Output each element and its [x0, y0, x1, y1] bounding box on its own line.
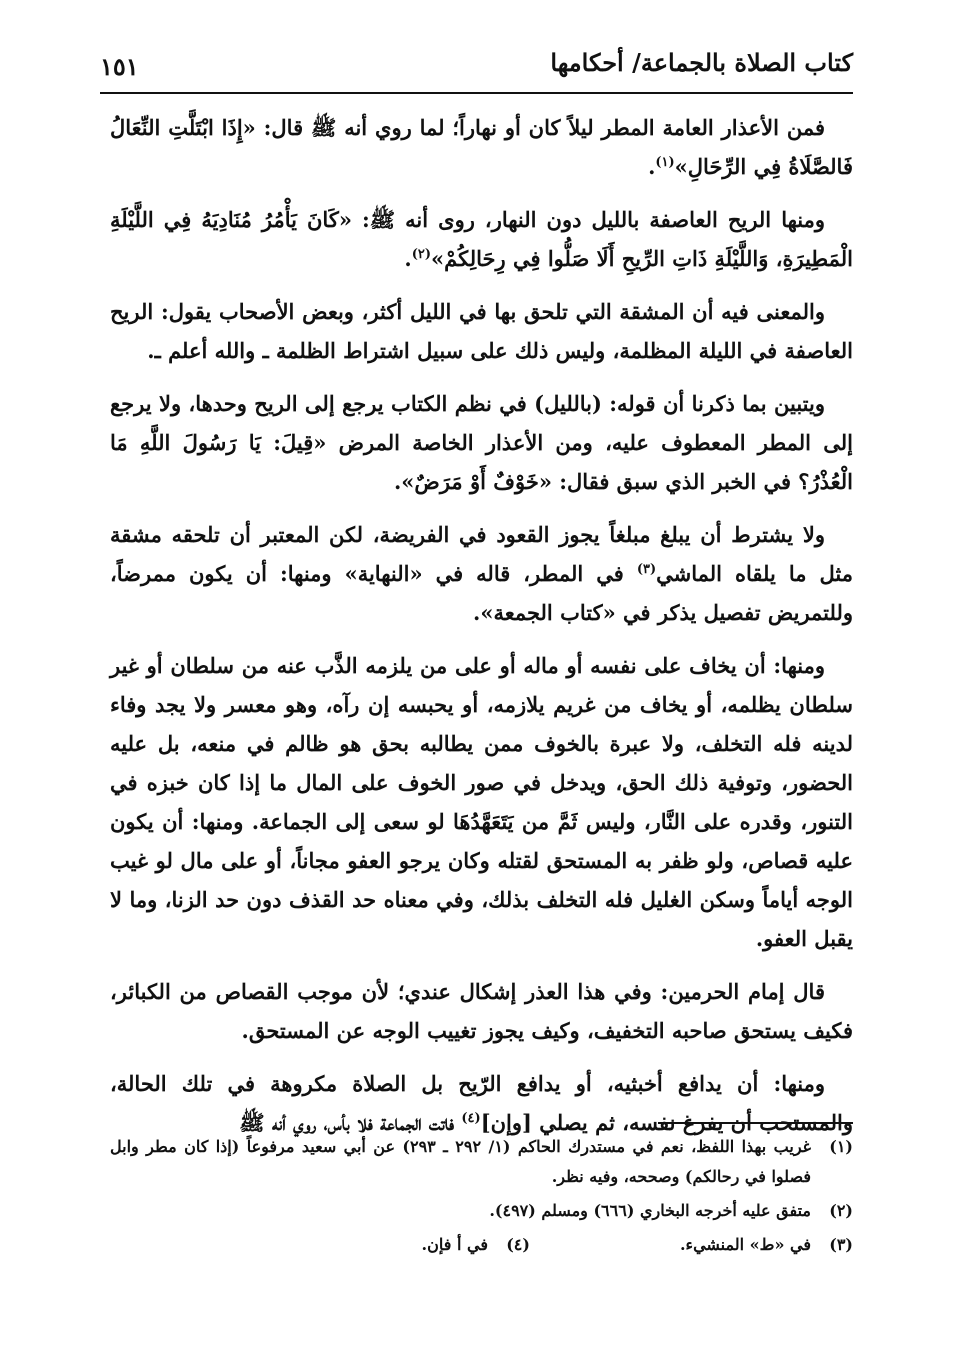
footnote-ref-2[interactable]: (٢) — [411, 247, 432, 262]
running-title: كتاب الصلاة بالجماعة/ أحكامها — [550, 48, 853, 77]
paragraph-wind: ومنها الريح العاصفة بالليل دون النهار، روى أنه ﷺ: «كَانَ يَأْمُرُ مُنَادِيَهُ فِي اللَّيْلَةِ الْمَطِيرَةِ، وَاللَّيْلَةِ ذَاتِ الرِّيحِ أَلَا صَلُّوا فِي رِحَالِكُمْ»$^{(٢)}$. — [110, 207, 853, 271]
paragraph-rain: فمن الأعذار العامة المطر ليلاً كان أو نهاراً؛ لما روي أنه ﷺ قال: «إِذَا ابْتَلَّتِ النِّعَالُ فَالصَّلَاةُ فِي الرِّحَالِ»$^{(١)}$. — [110, 115, 853, 179]
footnote-ref-3[interactable]: (٣) — [636, 562, 657, 577]
paragraph-illness: ويتبين بما ذكرنا أن قوله: (بالليل) في نظم الكتاب يرجع إلى الريح وحدها، ولا يرجع إلى المطر المعطوف عليه، ومن الأعذار الخاصة المرض «قِيلَ: يَا رَسُولَ اللَّهِ مَا الْعُذْرُ؟ في الخبر الذي سبق فقال: «خَوْفٌ أَوْ مَرَضٌ». — [110, 391, 853, 494]
paragraph-imam-haramayn: قال إمام الحرمين: وفي هذا العذر إشكال عندي؛ لأن موجب القصاص من الكبائر، فكيف يستحق صاحبه التخفيف، وكيف يجوز تغييب الوجه عن المستحق. — [110, 979, 853, 1043]
footnote-1 — [110, 1132, 853, 1192]
footnote-number: (٣) — [829, 1235, 853, 1254]
footnote-text: متفق عليه أخرجه البخاري (٦٦٦) ومسلم (٤٩٧). — [489, 1201, 811, 1220]
footnote-text: في أ فإن. — [421, 1235, 488, 1254]
footnote-2 — [110, 1196, 853, 1226]
footnote-number: (١) — [829, 1137, 853, 1156]
footnote-ref-4[interactable]: (٤) — [461, 1111, 481, 1126]
footnote-text: في «ط» المنشيء. — [679, 1235, 811, 1254]
footnote-3 — [680, 1230, 853, 1260]
footnotes — [110, 1132, 853, 1264]
footnote-row — [110, 1230, 853, 1264]
main-text — [110, 108, 853, 1156]
paragraph-condition: ولا يشترط أن يبلغ مبلغاً يجوز القعود في الفريضة، لكن المعتبر أن تلحقه مشقة مثل ما يلقاه الماشي$^{(٣)}$ في المطر، قاله في «النهاية» ومنها: أن يكون ممرضاً، وللتمريض تفصيل يذكر في «كتاب الجمعة». — [110, 522, 854, 625]
paragraph-call-of-nature: ومنها: أن يدافع أخبثيه، أو يدافع الرّيح بل الصلاة مكروهة في تلك الحالة، والمستحب أن يفرغ نفسه، ثم يصلي [وإن]$^{(٤)}$ فاتت الجماعة فلا بأس، روي أنه ﷺ — [110, 1071, 853, 1135]
footnote-separator — [658, 1122, 853, 1124]
footnote-ref-1[interactable]: (١) — [655, 155, 675, 170]
paragraph-fear: ومنها: أن يخاف على نفسه أو ماله أو على من يلزمه الذَّب عنه من سلطان أو غير سلطان يظلمه، أو يخاف من غريم يلازمه، أو يحبسه إن رآه، وهو معسر ولا يجد وفاء لدينه فله التخلف، ولا عبرة بالخوف ممن يطالبه بحق هو ظالم في منعه، بل عليه الحضور، وتوفية ذلك الحق، ويدخل في صور الخوف على المال ما إذا كان خبزه في التنور، وقدره على النَّار، وليس ثَمَّ من يَتَعَهَّدُهَا لو سعى إلى الجماعة. ومنها: أن يكون عليه قصاص، ولو ظفر به المستحق لقتله وكان يرجو العفو مجاناً، أو على مال لو غيب الوجه أياماً وسكن الغليل فله التخلف بذلك، وفي معناه حد القذف دون حد الزنا، وما لا يقبل العفو. — [110, 653, 853, 951]
footnote-number: (٤) — [506, 1235, 530, 1254]
footnote-number: (٢) — [829, 1201, 853, 1220]
page-header — [100, 42, 853, 94]
page-number: ١٥١ — [100, 52, 139, 81]
footnote-text: غريب بهذا اللفظ، نعم في مستدرك الحاكم (١/ ٢٩٢ ـ ٢٩٣) عن أبي سعيد مرفوعاً (إذا كان مطر وابل فصلوا في رحالكم) وصححه، وفيه نظر. — [110, 1137, 812, 1186]
footnote-4 — [422, 1230, 530, 1260]
paragraph-hardship: والمعنى فيه أن المشقة التي تلحق بها في الليل أكثر، وبعض الأصحاب يقول: الريح العاصفة في الليلة المظلمة، وليس ذلك على سبيل اشتراط الظلمة ـ والله أعلم ـ. — [110, 299, 853, 363]
